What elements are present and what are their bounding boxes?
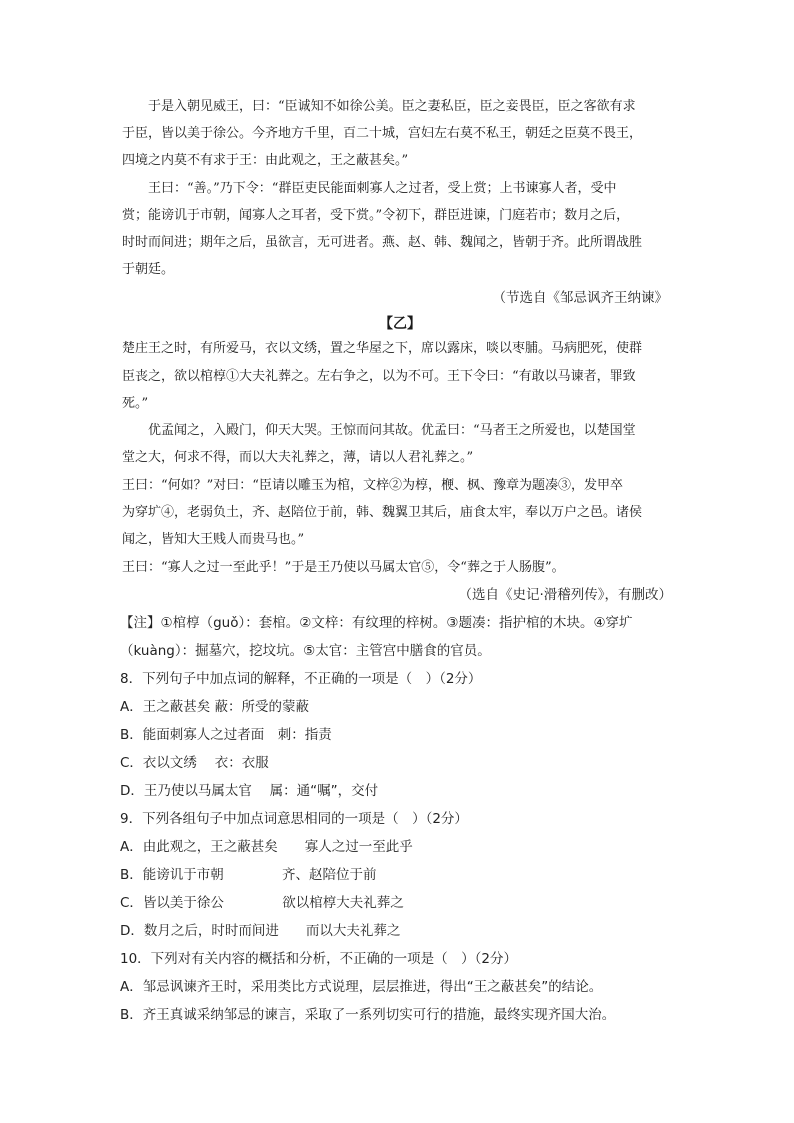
- yi-para1-line2: 臣丧之，欲以棺椁①大夫礼葬之。左右争之，以为不可。王下令曰：“有敢以马谏者，罪致: [122, 369, 636, 384]
- yi-para2-line2: 堂之大，何求不得，而以大夫礼葬之，薄，请以人君礼葬之。”: [122, 450, 474, 465]
- yi-para3-line1: 王曰：“何如？”对曰：“臣请以雕玉为棺，文梓②为椁，楩、枫、豫章为题凑③，发甲卒: [122, 478, 623, 493]
- notes-line1: 【注】①棺椁（guǒ）：套棺。②文梓：有纹理的梓树。③题凑：指护棺的木块。④穿圹: [120, 615, 633, 631]
- yi-source: （选自《史记·滑稽列传》，有删改）: [458, 587, 672, 603]
- jia-para1-line3: 四境之内莫不有求于王：由此观之，王之蔽甚矣。”: [122, 153, 409, 168]
- q9-option-d: D．数月之后，时时而间进 而以大夫礼葬之: [120, 923, 401, 939]
- q8-option-b: B．能面刺寡人之过者面 刺：指责: [120, 727, 332, 743]
- yi-para2-line1: 优孟闻之，入殿门，仰天大哭。王惊而问其故。优孟曰：“马者王之所爱也，以楚国堂: [148, 423, 636, 438]
- jia-para2-line4: 于朝廷。: [122, 262, 175, 277]
- section-yi-title: 【乙】: [379, 316, 421, 332]
- yi-para1-line1: 楚庄王之时，有所爱马，衣以文绣，置之华屋之下，席以露床，啖以枣脯。马病肥死，使群: [122, 341, 643, 356]
- q8-option-d: D．王乃使以马属太官 属：通“嘱”，交付: [120, 783, 379, 799]
- q10-option-b: B．齐王真诚采纳邹忌的谏言，采取了一系列切实可行的措施，最终实现齐国大治。: [120, 1007, 616, 1023]
- jia-para1-line2: 于臣，皆以美于徐公。今齐地方千里，百二十城，宫妇左右莫不私王，朝廷之臣莫不畏王，: [122, 126, 643, 141]
- q9-stem: 9．下列各组句子中加点词意思相同的一项是（ ）（2分）: [120, 811, 468, 827]
- jia-para2-line1: 王曰：“善。”乃下令：“群臣吏民能面刺寡人之过者，受上赏；上书谏寡人者，受中: [148, 181, 617, 196]
- yi-para4-line1: 王曰：“寡人之过一至此乎！”于是王乃使以马属太官⑤，令“葬之于人肠腹”。: [122, 560, 565, 575]
- yi-para3-line2: 为穿圹④，老弱负土，齐、赵陪位于前，韩、魏翼卫其后，庙食太牢，奉以万户之邑。诸侯: [122, 505, 643, 520]
- jia-para2-line2: 赏；能谤讥于市朝，闻寡人之耳者，受下赏。”令初下，群臣进谏，门庭若市；数月之后，: [122, 208, 630, 223]
- q10-stem: 10．下列对有关内容的概括和分析，不正确的一项是（ ）（2分）: [120, 951, 518, 967]
- notes-line2: （kuàng）：掘墓穴，挖坟坑。⑤太官：主管宫中膳食的官员。: [120, 643, 491, 659]
- q9-option-b: B．能谤讥于市朝 齐、赵陪位于前: [120, 867, 377, 883]
- jia-source: （节选自《邹忌讽齐王纳谏》: [492, 290, 668, 306]
- yi-para3-line3: 闻之，皆知大王贱人而贵马也。”: [122, 532, 305, 547]
- jia-para1-line1: 于是入朝见威王，曰：“臣诚知不如徐公美。臣之妻私臣，臣之妾畏臣，臣之客欲有求: [148, 99, 636, 114]
- q8-stem: 8．下列句子中加点词的解释，不正确的一项是（ ）（2分）: [120, 671, 482, 687]
- yi-para1-line3: 死。”: [122, 396, 149, 411]
- q8-option-c: C．衣以文绣 衣：衣服: [120, 755, 269, 771]
- q9-option-a: A．由此观之，王之蔽甚矣 寡人之过一至此乎: [120, 839, 413, 855]
- jia-para2-line3: 时时而间进；期年之后，虽欲言，无可进者。燕、赵、韩、魏闻之，皆朝于齐。此所谓战胜: [122, 235, 643, 250]
- q10-option-a: A．邹忌讽谏齐王时，采用类比方式说理，层层推进，得出“王之蔽甚矣”的结论。: [120, 979, 603, 995]
- q9-option-c: C．皆以美于徐公 欲以棺椁大夫礼葬之: [120, 895, 404, 911]
- q8-option-a: A．王之蔽甚矣 蔽：所受的蒙蔽: [120, 699, 310, 715]
